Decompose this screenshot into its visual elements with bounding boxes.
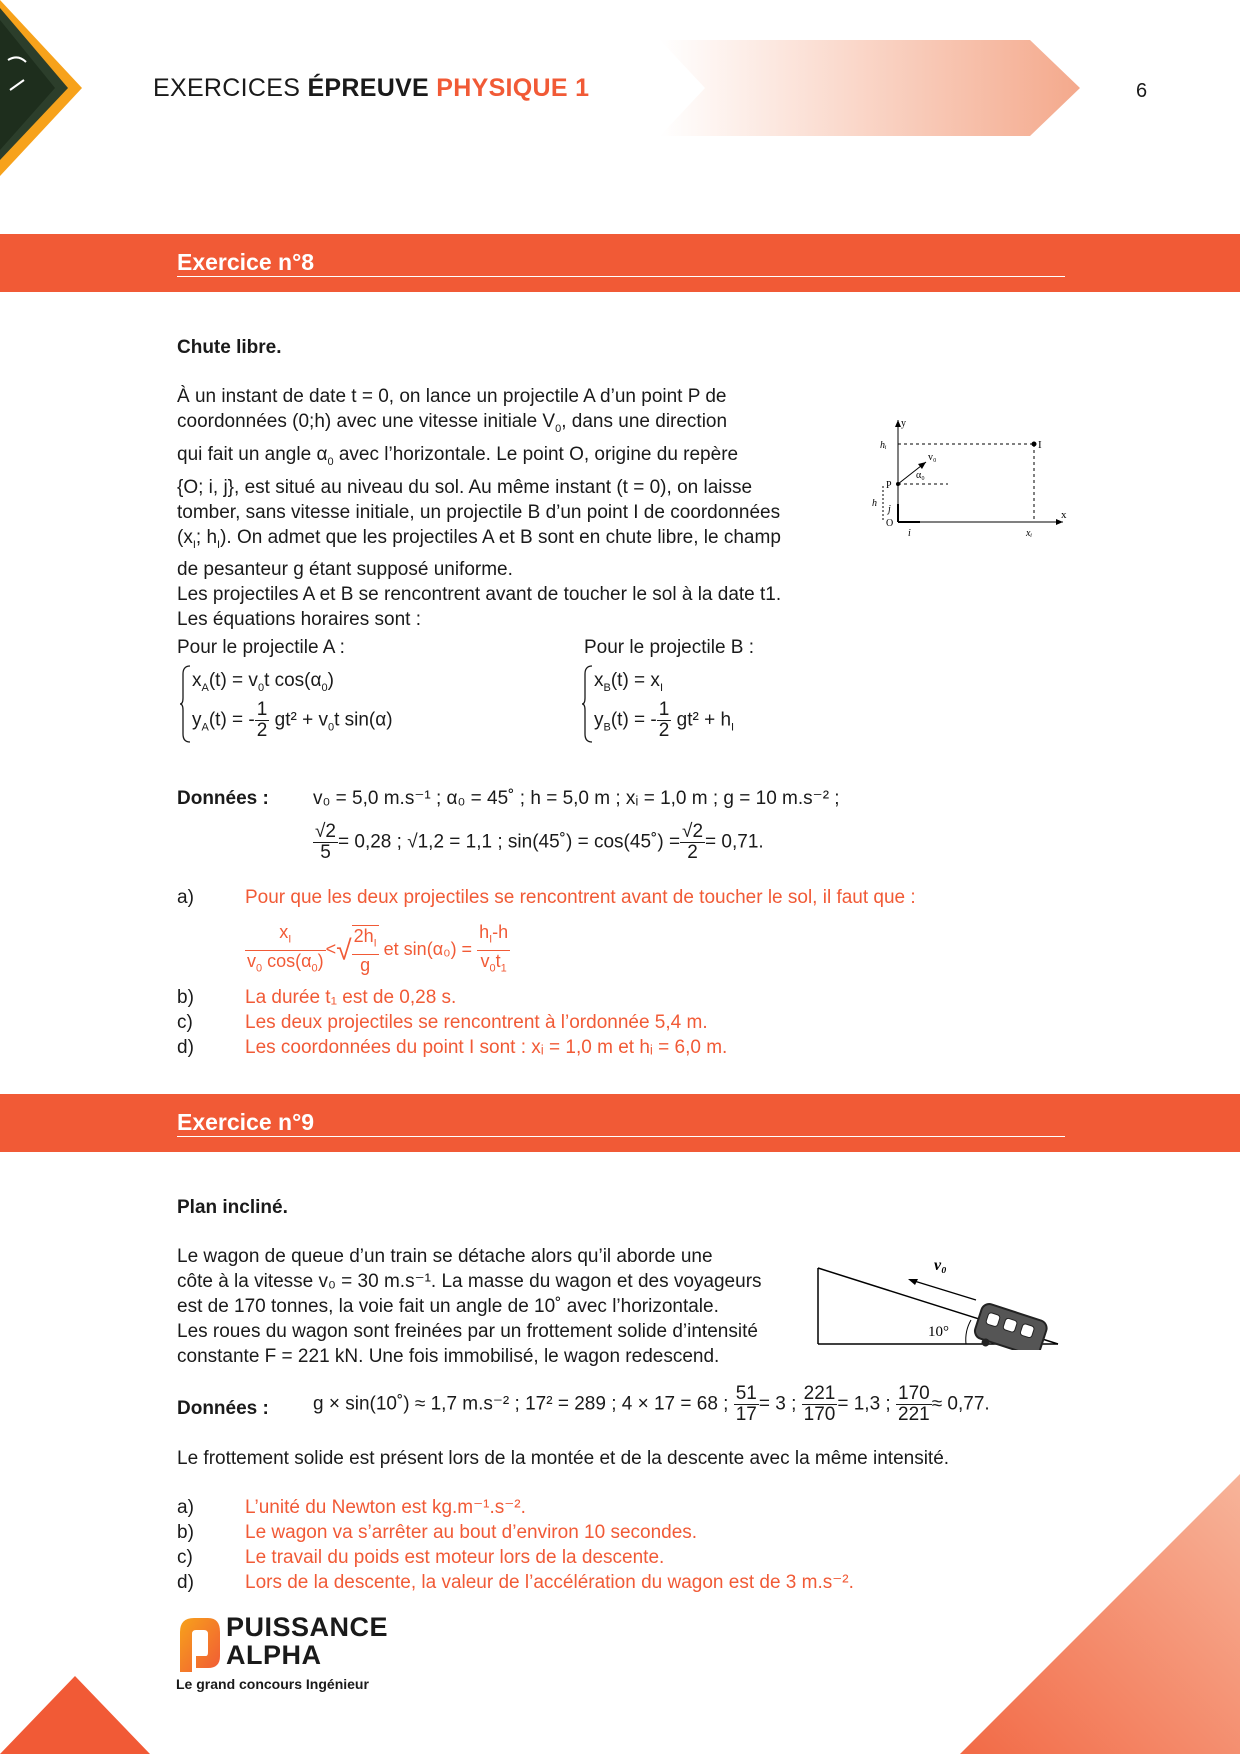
ex9-answer-c-text: Le travail du poids est moteur lors de la descente. [245, 1547, 665, 1568]
ex8-line: ($x_I$; $h_I$). On admet que les projectiles A et B sont en chute libre, le champ [177, 526, 781, 551]
fig-label-v0: v₀ [928, 452, 937, 463]
header-title: EXERCICES ÉPREUVE PHYSIQUE 1 [153, 74, 590, 102]
ex9-line: est de 170 tonnes, la voie fait un angle de 10˚ avec l’horizontale. [177, 1296, 719, 1317]
ex9-line: côte à la vitesse v₀ = 30 m.s⁻¹. La masse du wagon et des voyageurs [177, 1271, 762, 1292]
fig-label-P: P [886, 480, 892, 491]
ex8-answer-a-text: Pour que les deux projectiles se rencontrent avant de toucher le sol, il faut que : [245, 887, 916, 908]
exercise-8-band [0, 234, 1240, 292]
logo-tagline: Le grand concours Ingénieur [176, 1676, 369, 1692]
ex9-donnees-values: g × sin(10˚) ≈ 1,7 m.s⁻² ; 17² = 289 ; 4 × 17 = 68 ; $\frac{51}{17}$ = 3 ; $\frac{221}{170}$ = 1,3 ; $\frac{170}{221}$ ≈ 0,77. [313, 1383, 990, 1425]
ex9-paragraph [177, 1244, 817, 1369]
ex9-answer-d-text: Lors de la descente, la valeur de l’accélération du wagon est de 3 m.s⁻². [245, 1572, 854, 1593]
logo-line1: PUISSANCE [226, 1612, 389, 1642]
ex8-subtitle: Chute libre. [177, 337, 282, 358]
fig-label-xI: xᵢ [1026, 528, 1033, 539]
corner-decoration-bottom-right [940, 1474, 1240, 1754]
ex8-paragraph [177, 384, 857, 632]
ex9-line: constante F = 221 kN. Une fois immobilisé, le wagon redescend. [177, 1346, 720, 1367]
brace-a [180, 664, 192, 744]
eq-b-y: $y_B(t)$ = - $\frac{1}{2}$ $gt^2 + h_I$ [594, 699, 735, 741]
fig-label-x: x [1061, 509, 1067, 521]
fig-label-I: I [1038, 439, 1042, 451]
ex8-answer-d-letter: d) [177, 1037, 194, 1058]
ex9-answer-a-letter: a) [177, 1497, 194, 1518]
brace-b [582, 664, 594, 744]
proj-b-label: Pour le projectile B : [584, 637, 755, 658]
ex8-line: coordonnées (0;h) avec une vitesse initiale $V_0$, dans une direction [177, 411, 728, 435]
logo-line2: ALPHA [226, 1640, 322, 1670]
ex9-incline-figure [816, 1240, 1066, 1350]
corner-decoration-top-left [0, 0, 100, 200]
fig-label-j: j [888, 504, 891, 515]
ex8-donnees-label: Données : [177, 788, 269, 809]
ex8-line: qui fait un angle $\alpha_0$ avec l’horizontale. Le point O, origine du repère [177, 443, 739, 468]
exercise-9-band [0, 1094, 1240, 1152]
ex9-subtitle: Plan incliné. [177, 1197, 288, 1218]
exercise-9-title: Exercice n°9 [177, 1109, 1065, 1137]
ex8-line: {O; i, j}, est situé au niveau du sol. Au même instant (t = 0), on laisse [177, 476, 753, 498]
ex9-friction-note: Le frottement solide est présent lors de la montée et de la descente avec la même intensité. [177, 1448, 950, 1469]
ex9-answer-c-letter: c) [177, 1547, 193, 1568]
fig-label-angle: 10° [928, 1324, 949, 1340]
proj-a-label: Pour le projectile A : [177, 637, 345, 658]
ex8-line: Les projectiles A et B se rencontrent avant de toucher le sol à la date t1. [177, 584, 782, 606]
corner-decoration-bottom-left [0, 1674, 160, 1754]
ex8-answer-b-text: La durée t₁ est de 0,28 s. [245, 987, 457, 1008]
fig-label-y: y [901, 418, 906, 429]
ex8-line: À un instant de date t = 0, on lance un projectile A d’un point P de [177, 386, 727, 407]
ex8-line: tomber, sans vitesse initiale, un projectile B d’un point I de coordonnées [177, 501, 781, 523]
ex8-coordinate-figure [858, 412, 1068, 542]
logo-mark-icon [176, 1616, 222, 1672]
fig-label-v0: v₀ [934, 1257, 947, 1274]
page-number: 6 [1136, 80, 1148, 102]
ex8-answer-a-letter: a) [177, 887, 194, 908]
ex9-line: Les roues du wagon sont freinées par un frottement solide d’intensité [177, 1321, 758, 1342]
ex8-donnees-line1: v₀ = 5,0 m.s⁻¹ ; α₀ = 45˚ ; h = 5,0 m ; xᵢ = 1,0 m ; g = 10 m.s⁻² ; [313, 788, 840, 809]
ex8-answer-a-condition: $\frac{x_I}{v_0 \cos(\alpha_0)}$ <√ $\frac{2h_I}{g}$ et sin(α₀) = $\frac{h_I-h}{v_0t_1}$ [247, 922, 509, 975]
ex9-donnees-label: Données : [177, 1398, 269, 1419]
ex9-answer-b-letter: b) [177, 1522, 194, 1543]
ex9-line: Le wagon de queue d’un train se détache alors qu’il aborde une [177, 1246, 713, 1267]
ex9-answer-d-letter: d) [177, 1572, 194, 1593]
fig-label-hI: hᵢ [880, 440, 887, 451]
ex8-answer-c-text: Les deux projectiles se rencontrent à l’ordonnée 5,4 m. [245, 1012, 708, 1033]
exercise-8-title: Exercice n°8 [177, 249, 1065, 277]
ex8-line: Les équations horaires sont : [177, 609, 421, 631]
fig-label-a0: α₀ [916, 470, 925, 481]
wagon-icon [971, 1302, 1049, 1350]
ex9-answer-a-text: L’unité du Newton est kg.m⁻¹.s⁻². [245, 1497, 526, 1518]
fig-label-h: h [872, 498, 877, 509]
ex8-donnees-line2: $\frac{√2}{5}$ = 0,28 ; √1,2 = 1,1 ; sin(45˚) = cos(45˚) = $\frac{√2}{2}$ = 0,71. [315, 821, 764, 863]
eq-a-x: $x_A(t) = v_0t$ $\cos(\alpha_0)$ [192, 670, 334, 694]
header-arrow-decoration [660, 40, 1090, 140]
eq-b-x: $x_B(t) = x_I$ [594, 670, 663, 694]
ex8-answer-d-text: Les coordonnées du point I sont : xᵢ = 1,0 m et hᵢ = 6,0 m. [245, 1037, 728, 1058]
ex8-answer-c-letter: c) [177, 1012, 193, 1033]
fig-label-i: i [908, 528, 911, 539]
ex8-line: de pesanteur g étant supposé uniforme. [177, 559, 513, 581]
fig-label-O: O [886, 518, 894, 529]
ex9-answer-b-text: Le wagon va s’arrêter au bout d’environ 10 secondes. [245, 1522, 698, 1543]
ex8-answer-b-letter: b) [177, 987, 194, 1008]
eq-a-y: $y_A(t)$ = - $\frac{1}{2}$ $gt^2 + v_0t$ sin(α) [192, 699, 393, 741]
